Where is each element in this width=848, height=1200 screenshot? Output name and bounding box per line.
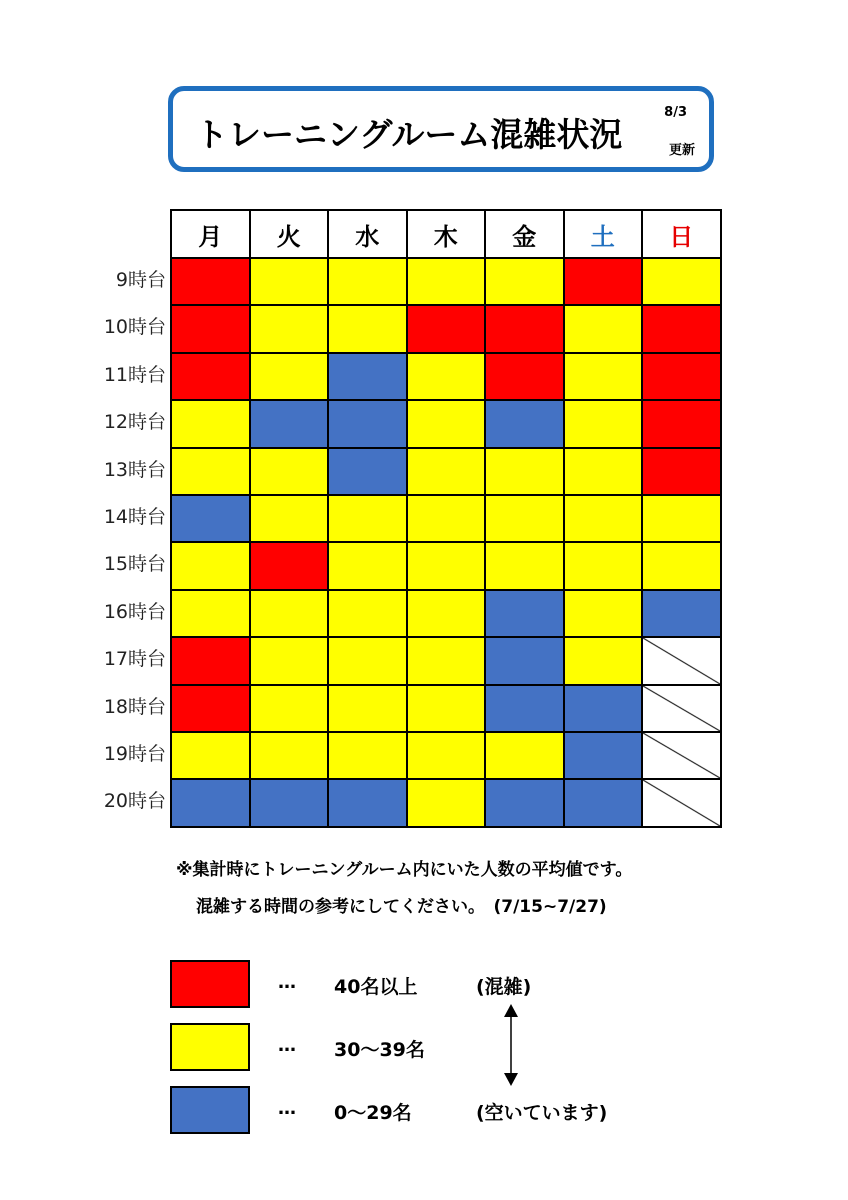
note-line-1: ※集計時にトレーニングルーム内にいた人数の平均値です。: [176, 860, 633, 880]
cell-sat-yellow: [564, 637, 643, 684]
table-row: [171, 448, 721, 495]
cell-mon-red: [171, 305, 250, 352]
hour-label: 11時台: [103, 363, 166, 386]
hour-label: 12時台: [103, 411, 166, 434]
day-header-row: [171, 210, 721, 258]
cell-mon-yellow: [171, 400, 250, 447]
day-header-sun: 日: [642, 210, 721, 258]
legend-dots: …: [278, 972, 296, 993]
legend-swatch-red: [170, 960, 250, 1008]
cell-sun-red: [642, 400, 721, 447]
cell-mon-yellow: [171, 448, 250, 495]
cell-thu-yellow: [407, 353, 486, 400]
day-header-tue: 火: [250, 210, 329, 258]
legend-note-empty: (空いています): [476, 1102, 608, 1124]
cell-wed-yellow: [328, 495, 407, 542]
cell-mon-yellow: [171, 732, 250, 779]
cell-mon-red: [171, 637, 250, 684]
cell-thu-yellow: [407, 779, 486, 826]
legend-dots: …: [278, 1098, 296, 1119]
cell-tue-blue: [250, 400, 329, 447]
cell-sat-yellow: [564, 400, 643, 447]
day-header-mon: 月: [171, 210, 250, 258]
table-row: [171, 542, 721, 589]
day-header-wed: 水: [328, 210, 407, 258]
cell-sun-closed: [642, 637, 721, 684]
table-row: [171, 305, 721, 352]
cell-mon-red: [171, 258, 250, 305]
cell-fri-blue: [485, 685, 564, 732]
cell-fri-yellow: [485, 732, 564, 779]
update-label: 更新: [668, 143, 695, 158]
cell-sun-red: [642, 305, 721, 352]
cell-wed-blue: [328, 400, 407, 447]
cell-fri-blue: [485, 637, 564, 684]
legend-swatch-blue: [170, 1086, 250, 1134]
cell-thu-yellow: [407, 685, 486, 732]
cell-thu-yellow: [407, 400, 486, 447]
cell-fri-blue: [485, 779, 564, 826]
cell-tue-yellow: [250, 258, 329, 305]
cell-sun-blue: [642, 590, 721, 637]
title-box: [168, 86, 714, 172]
cell-thu-yellow: [407, 448, 486, 495]
cell-sat-yellow: [564, 305, 643, 352]
cell-tue-yellow: [250, 637, 329, 684]
page-title: トレーニングルーム混雑状況: [195, 115, 623, 154]
cell-tue-yellow: [250, 353, 329, 400]
legend-label-red: 40名以上: [334, 976, 418, 998]
cell-tue-yellow: [250, 305, 329, 352]
legend-dots: …: [278, 1035, 296, 1056]
cell-sat-yellow: [564, 353, 643, 400]
update-date: 8/3: [664, 105, 687, 120]
cell-fri-blue: [485, 400, 564, 447]
cell-tue-blue: [250, 779, 329, 826]
cell-tue-yellow: [250, 732, 329, 779]
table-row: [171, 590, 721, 637]
table-row: [171, 258, 721, 305]
table-row: [171, 732, 721, 779]
cell-fri-red: [485, 353, 564, 400]
cell-sat-blue: [564, 779, 643, 826]
cell-wed-yellow: [328, 685, 407, 732]
hour-label: 9時台: [115, 269, 166, 291]
cell-mon-blue: [171, 495, 250, 542]
cell-fri-yellow: [485, 258, 564, 305]
cell-mon-yellow: [171, 590, 250, 637]
legend-label-blue: 0～29名: [334, 1102, 412, 1124]
congestion-table: [170, 209, 722, 828]
cell-fri-blue: [485, 590, 564, 637]
cell-sun-red: [642, 353, 721, 400]
cell-wed-yellow: [328, 258, 407, 305]
hour-label: 17時台: [103, 648, 166, 671]
table-row: [171, 353, 721, 400]
cell-sat-yellow: [564, 495, 643, 542]
hour-label: 13時台: [103, 458, 166, 481]
cell-thu-yellow: [407, 542, 486, 589]
cell-fri-yellow: [485, 495, 564, 542]
hour-label: 14時台: [103, 505, 166, 528]
cell-thu-yellow: [407, 590, 486, 637]
cell-tue-red: [250, 542, 329, 589]
hour-label: 16時台: [103, 600, 166, 623]
hour-label: 19時台: [103, 742, 166, 765]
cell-tue-yellow: [250, 448, 329, 495]
table-row: [171, 637, 721, 684]
cell-sun-closed: [642, 685, 721, 732]
table-row: [171, 400, 721, 447]
hour-label: 18時台: [103, 695, 166, 718]
cell-sun-closed: [642, 779, 721, 826]
table-row: [171, 685, 721, 732]
cell-sat-red: [564, 258, 643, 305]
cell-wed-yellow: [328, 542, 407, 589]
note-line-2: 混雑する時間の参考にしてください。 (7/15~7/27): [196, 897, 607, 917]
cell-thu-yellow: [407, 637, 486, 684]
day-header-thu: 木: [407, 210, 486, 258]
cell-wed-blue: [328, 779, 407, 826]
table-row: [171, 779, 721, 826]
cell-tue-yellow: [250, 590, 329, 637]
legend-swatch-yellow: [170, 1023, 250, 1071]
cell-thu-red: [407, 305, 486, 352]
cell-thu-yellow: [407, 495, 486, 542]
cell-sun-closed: [642, 732, 721, 779]
cell-sat-yellow: [564, 590, 643, 637]
hour-labels: [60, 257, 166, 826]
day-header-fri: 金: [485, 210, 564, 258]
cell-wed-yellow: [328, 590, 407, 637]
legend-label-yellow: 30～39名: [334, 1039, 425, 1061]
cell-mon-red: [171, 353, 250, 400]
cell-thu-yellow: [407, 258, 486, 305]
double-arrow-icon: [503, 1004, 519, 1086]
legend-note-crowded: (混雑): [476, 976, 532, 998]
cell-fri-red: [485, 305, 564, 352]
cell-wed-yellow: [328, 305, 407, 352]
cell-wed-blue: [328, 448, 407, 495]
cell-mon-blue: [171, 779, 250, 826]
cell-sun-yellow: [642, 495, 721, 542]
cell-fri-yellow: [485, 542, 564, 589]
cell-sat-blue: [564, 685, 643, 732]
cell-sun-yellow: [642, 258, 721, 305]
cell-sat-yellow: [564, 448, 643, 495]
cell-wed-yellow: [328, 637, 407, 684]
cell-wed-blue: [328, 353, 407, 400]
cell-sat-yellow: [564, 542, 643, 589]
cell-sat-blue: [564, 732, 643, 779]
cell-sun-red: [642, 448, 721, 495]
day-header-sat: 土: [564, 210, 643, 258]
cell-wed-yellow: [328, 732, 407, 779]
cell-sun-yellow: [642, 542, 721, 589]
cell-tue-yellow: [250, 685, 329, 732]
table-row: [171, 495, 721, 542]
cell-mon-yellow: [171, 542, 250, 589]
hour-label: 15時台: [103, 553, 166, 576]
hour-label: 10時台: [103, 316, 166, 339]
cell-mon-red: [171, 685, 250, 732]
cell-tue-yellow: [250, 495, 329, 542]
cell-thu-yellow: [407, 732, 486, 779]
hour-label: 20時台: [103, 790, 166, 813]
cell-fri-yellow: [485, 448, 564, 495]
